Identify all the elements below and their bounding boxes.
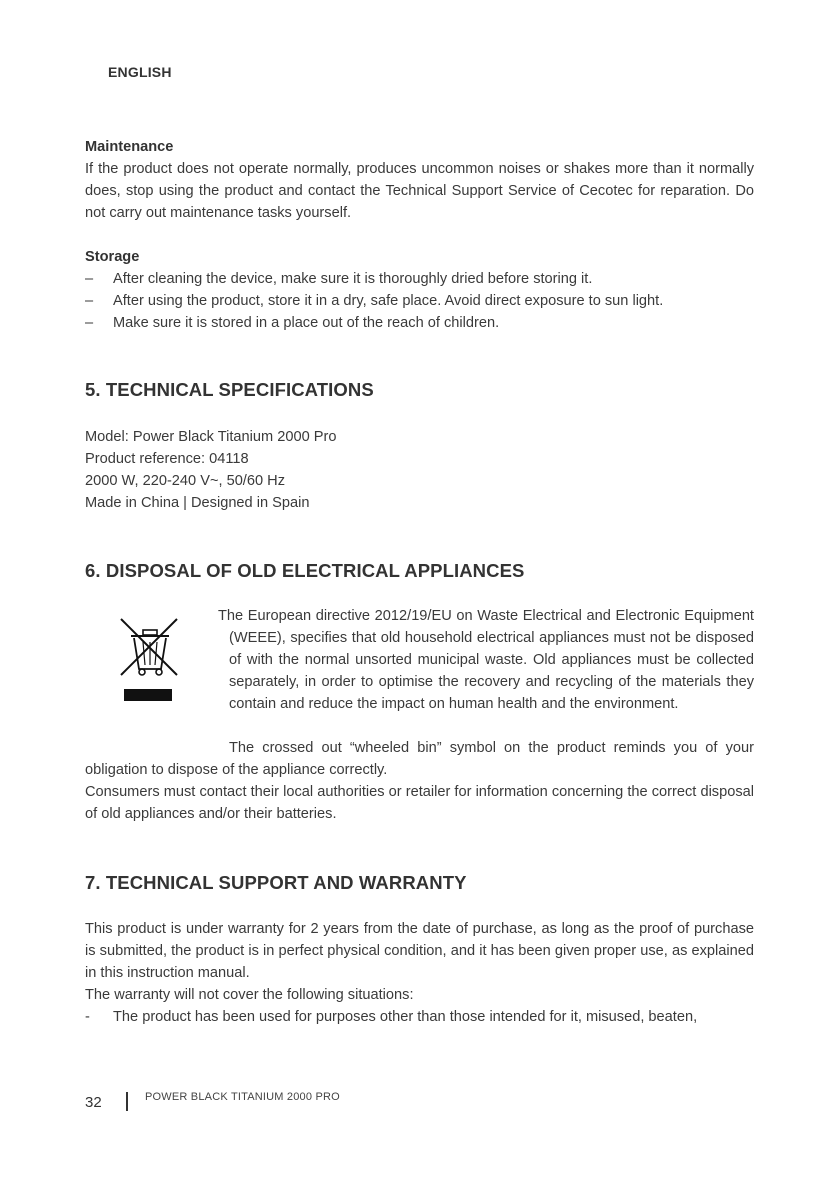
disposal-paragraph-1: The European directive 2012/19/EU on Waste Electrical and Electronic Equipment (WEEE), specifies that old household electrical appliances must not be disposed of with the normal unsorted municipal waste. Old appliances must be collected separately, in order to optimise the recovery and recycling of the materials they contain and reduce the impact on human health and the environment.	[218, 608, 754, 712]
spec-line: Product reference: 04118	[85, 451, 249, 467]
storage-title: Storage	[85, 249, 140, 265]
warranty-paragraph-1: This product is under warranty for 2 years from the date of purchase, as long as the proof of purchase is submitted, the product is in perfect physical condition, and it has been given proper use, as explained in this instruction manual.	[85, 921, 754, 981]
page-number: 32	[85, 1094, 102, 1111]
footer-divider	[126, 1092, 128, 1111]
list-item: - The product has been used for purposes other than those intended for it, misused, beaten,	[85, 1006, 754, 1028]
disposal-paragraph-2: The crossed out “wheeled bin” symbol on the product reminds you of your obligation to dispose of the appliance correctly.	[85, 740, 754, 778]
maintenance-title: Maintenance	[85, 139, 174, 155]
specs-list	[85, 426, 754, 514]
disposal-heading: 6. DISPOSAL OF OLD ELECTRICAL APPLIANCES	[85, 560, 525, 581]
storage-section	[85, 246, 754, 334]
warranty-paragraph-2: The warranty will not cover the following situations:	[85, 987, 414, 1003]
crossed-out-wheeled-bin-icon	[91, 609, 209, 727]
list-item: – Make sure it is stored in a place out of the reach of children.	[85, 312, 754, 334]
list-dash: –	[85, 315, 94, 331]
specs-heading: 5. TECHNICAL SPECIFICATIONS	[85, 379, 374, 400]
disposal-continued	[85, 737, 754, 825]
list-dash: -	[85, 1009, 90, 1025]
spec-line: Made in China | Designed in Spain	[85, 495, 310, 511]
maintenance-section	[85, 136, 754, 224]
disposal-paragraph-3: Consumers must contact their local authorities or retailer for information concerning the correct disposal of old appliances and/or their batteries.	[85, 784, 754, 822]
footer-product-name: POWER BLACK TITANIUM 2000 PRO	[145, 1091, 340, 1103]
list-dash: –	[85, 271, 94, 287]
warranty-heading: 7. TECHNICAL SUPPORT AND WARRANTY	[85, 872, 467, 893]
spec-line: 2000 W, 220-240 V~, 50/60 Hz	[85, 473, 285, 489]
list-dash: –	[85, 293, 94, 309]
warranty-section	[85, 918, 754, 1028]
list-item: – After cleaning the device, make sure it is thoroughly dried before storing it.	[85, 268, 754, 290]
language-label: ENGLISH	[108, 64, 172, 80]
maintenance-body: If the product does not operate normally, produces uncommon noises or shakes more than it normally does, stop using the product and contact the Technical Support Service of Cecotec for reparation. Do not carry out maintenance tasks yourself.	[85, 161, 754, 221]
disposal-text	[218, 605, 754, 715]
list-item: – After using the product, store it in a dry, safe place. Avoid direct exposure to sun light.	[85, 290, 754, 312]
spec-line: Model: Power Black Titanium 2000 Pro	[85, 429, 337, 445]
